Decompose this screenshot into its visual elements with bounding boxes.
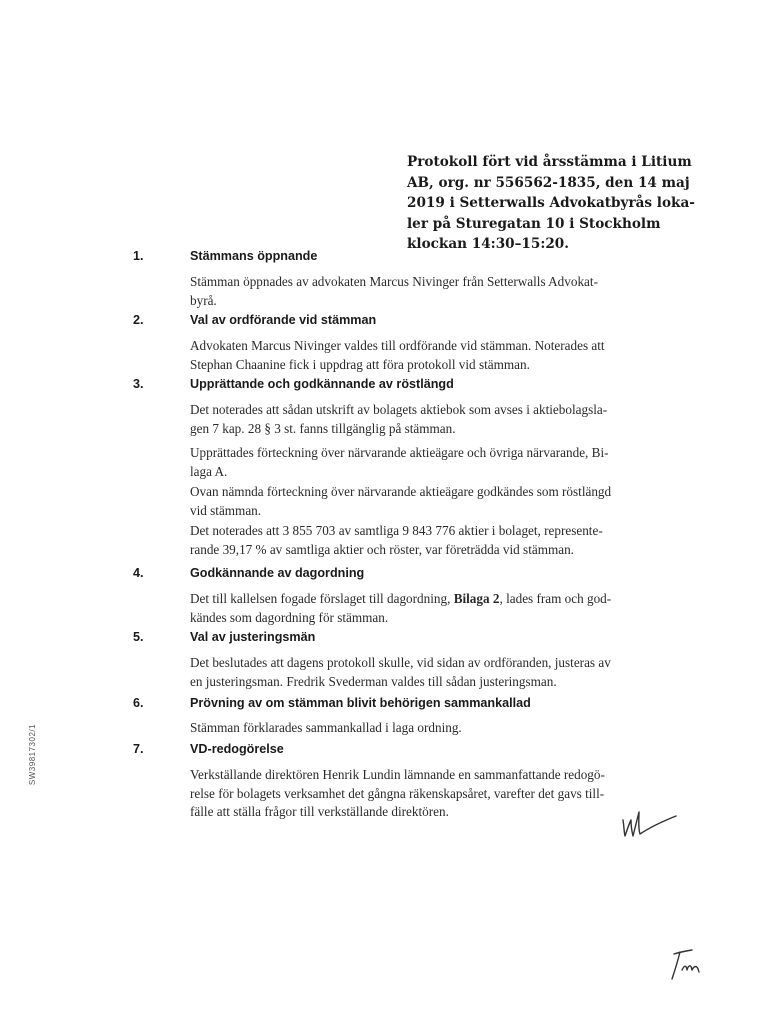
text-run: , lades fram och god- — [499, 591, 612, 606]
paragraph — [190, 766, 668, 822]
header-line: klockan 14:30–15:20. — [407, 236, 570, 252]
section-number: 4. — [133, 566, 144, 580]
paragraph — [190, 273, 668, 310]
text-line: kändes som dagordning för stämman. — [190, 609, 389, 625]
text-line: Ovan nämnda förteckning över närvarande aktieägare godkändes som röstlängd — [190, 484, 612, 499]
paragraph — [190, 401, 668, 438]
paragraph — [190, 444, 668, 481]
section-title: Val av justeringsmän — [190, 630, 316, 644]
text-line: laga A. — [190, 463, 228, 479]
text-line: relse för bolagets verksamhet det gångna räkenskapsåret, varefter det gavs till- — [190, 785, 605, 801]
text-line: rande 39,17 % av samtliga aktier och röster, var företrädda vid stämman. — [190, 541, 574, 557]
paragraph — [190, 483, 668, 520]
section-title: Prövning av om stämman blivit behörigen sammankallad — [190, 696, 531, 710]
text-line: Stämman förklarades sammankallad i laga ordning. — [190, 720, 462, 735]
header-line: AB, org. nr 556562-1835, den 14 maj — [407, 174, 690, 191]
text-line: Det noterades att sådan utskrift av bolagets aktiebok som avses i aktiebolagsla- — [190, 402, 608, 417]
text-line: vid stämman. — [190, 502, 262, 518]
text-line: byrå. — [190, 292, 217, 308]
handwritten-initials-signature — [666, 946, 706, 982]
section-title: VD-redogörelse — [190, 742, 284, 756]
section-number: 1. — [133, 249, 144, 263]
text-run: Det till kallelsen fogade förslaget till dagordning, — [190, 591, 451, 606]
section-number: 2. — [133, 313, 144, 327]
paragraph — [190, 654, 668, 691]
section-title: Stämmans öppnande — [190, 249, 318, 263]
paragraph — [190, 590, 668, 627]
text-line: en justeringsman. Fredrik Svederman valdes till sådan justeringsman. — [190, 673, 557, 689]
document-header — [407, 152, 695, 255]
section-number: 5. — [133, 630, 144, 644]
text-line: fälle att ställa frågor till verkställande direktören. — [190, 804, 449, 819]
header-line: ler på Sturegatan 10 i Stockholm — [407, 215, 661, 232]
text-line: Upprättades förteckning över närvarande aktieägare och övriga närvarande, Bi- — [190, 445, 609, 460]
text-line: Verkställande direktören Henrik Lundin lämnande en sammanfattande redogö- — [190, 767, 605, 782]
header-line: Protokoll fört vid årsstämma i Litium — [407, 154, 692, 170]
text-line: Det beslutades att dagens protokoll skulle, vid sidan av ordföranden, justeras av — [190, 655, 611, 670]
section-title: Val av ordförande vid stämman — [190, 313, 377, 327]
text-line: Det noterades att 3 855 703 av samtliga 9 843 776 aktier i bolaget, represente- — [190, 523, 603, 538]
text-line: Stephan Chaanine fick i uppdrag att föra protokoll vid stämman. — [190, 356, 530, 372]
section-number: 6. — [133, 696, 144, 710]
header-line: 2019 i Setterwalls Advokatbyrås loka- — [407, 195, 695, 211]
text-line: Stämman öppnades av advokaten Marcus Nivinger från Setterwalls Advokat- — [190, 274, 598, 289]
paragraph — [190, 719, 668, 738]
document-reference-code: SW39817302/1 — [28, 723, 38, 786]
section-number: 3. — [133, 377, 144, 391]
section-number: 7. — [133, 742, 144, 756]
paragraph — [190, 522, 668, 559]
section-title: Godkännande av dagordning — [190, 566, 365, 580]
text-line: Advokaten Marcus Nivinger valdes till ordförande vid stämman. Noterades att — [190, 338, 605, 353]
text-line: gen 7 kap. 28 § 3 st. fanns tillgänglig på stämman. — [190, 420, 456, 436]
text-line — [190, 590, 668, 609]
section-title: Upprättande och godkännande av röstlängd — [190, 377, 454, 391]
paragraph — [190, 337, 668, 374]
handwritten-initials-signature — [618, 806, 680, 840]
attachment-reference: Bilaga 2 — [453, 591, 500, 606]
